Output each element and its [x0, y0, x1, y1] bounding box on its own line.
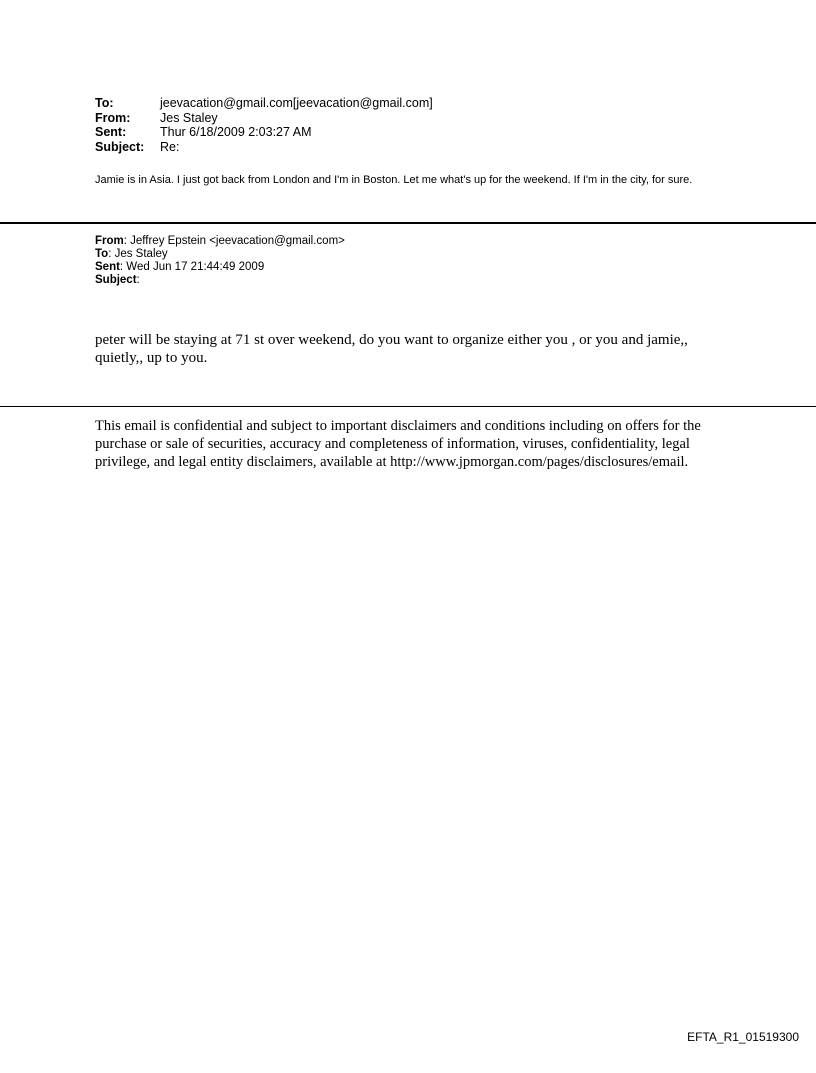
subject-label: Subject:: [95, 139, 145, 154]
reply-body: Jamie is in Asia. I just got back from London and I'm in Boston. Let me what's up for the weekend. If I'm in the city, for sure.: [95, 174, 693, 186]
quoted-subject-label: Subject: [95, 274, 137, 286]
email-header: [95, 96, 433, 154]
disclaimer-divider: [0, 406, 816, 407]
quoted-to-value: : Jes Staley: [108, 248, 168, 260]
section-divider: [0, 222, 816, 224]
to-value: jeevacation@gmail.com[jeevacation@gmail.com]: [160, 96, 433, 110]
quoted-body: peter will be staying at 71 st over weekend, do you want to organize either you , or you and jamie,, quietly,, up to you.: [95, 332, 688, 366]
quoted-subject-row: [95, 274, 345, 287]
to-label: To:: [95, 96, 114, 110]
quoted-from-row: [95, 235, 345, 248]
quoted-sent-value: : Wed Jun 17 21:44:49 2009: [119, 261, 265, 273]
subject-value: Re:: [160, 139, 180, 154]
sent-row: [95, 125, 433, 140]
quoted-to-row: [95, 248, 345, 261]
quoted-from-value: : Jeffrey Epstein <jeevacation@gmail.com>: [123, 235, 345, 247]
quoted-sent-label: Sent: [95, 261, 120, 273]
from-value: Jes Staley: [160, 110, 218, 125]
sent-label: Sent:: [95, 125, 127, 139]
disclaimer-text: This email is confidential and subject to important disclaimers and conditions including on offers for the purchase or sale of securities, accuracy and completeness of information, viruses, confidentiality, legal privilege, and legal entity disclaimers, available at http://www.jpmorgan.com/pages/disclosures/email.: [95, 418, 701, 470]
quoted-email-header: [95, 235, 345, 287]
quoted-from-label: From: [95, 235, 124, 247]
quoted-sent-row: [95, 261, 345, 274]
quoted-to-label: To: [95, 248, 109, 260]
bates-number: EFTA_R1_01519300: [687, 1030, 799, 1044]
from-label: From:: [95, 110, 131, 125]
subject-row: [95, 140, 433, 155]
from-row: [95, 111, 433, 126]
sent-value: Thur 6/18/2009 2:03:27 AM: [160, 125, 312, 139]
quoted-subject-value: :: [136, 274, 140, 286]
to-row: [95, 96, 433, 111]
